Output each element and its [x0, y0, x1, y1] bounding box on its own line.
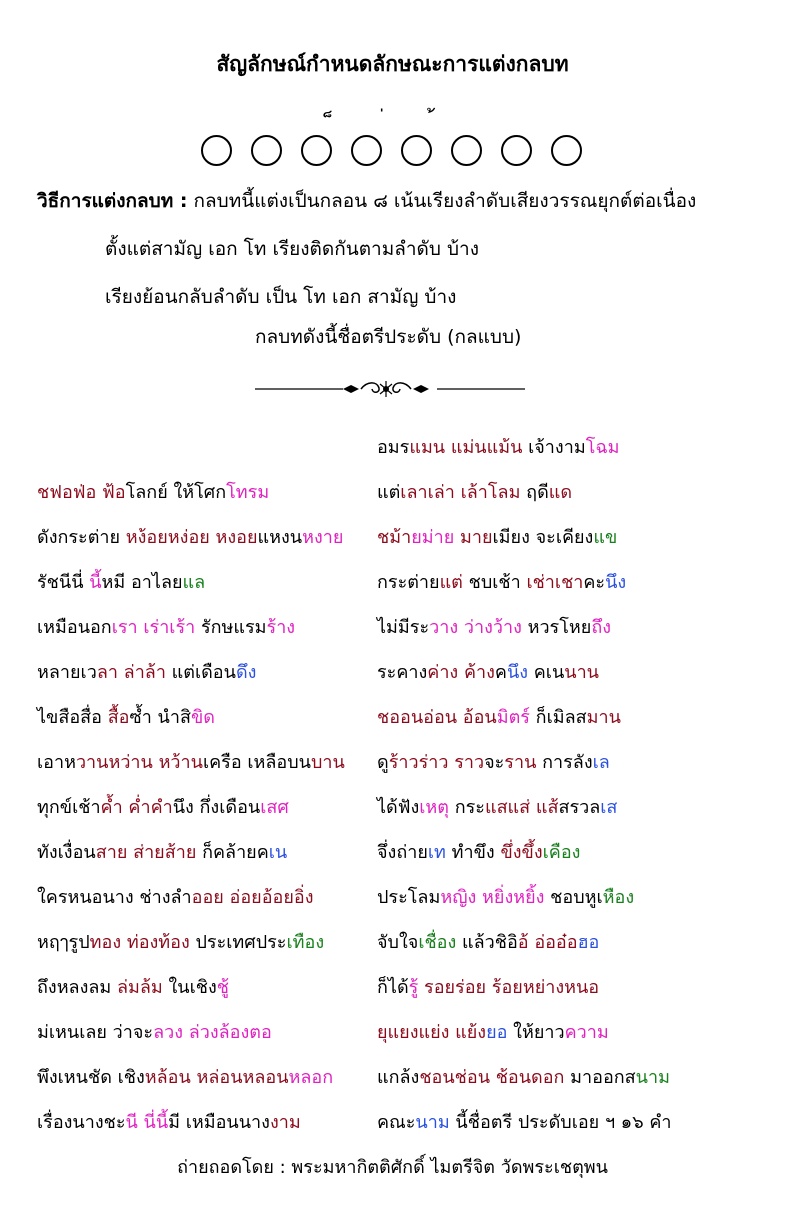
word: วานหว่าน หว้าน [75, 752, 203, 773]
poem-line [37, 927, 324, 956]
tone-pattern [0, 122, 785, 172]
word: ลวง ล่วงล้อง [153, 1022, 250, 1043]
syllable-circle [551, 122, 585, 172]
page-title: สัญลักษณ์กำหนดลักษณะการแต่งกลบท [216, 52, 569, 76]
word: แต่ [377, 482, 401, 503]
tone-mark [401, 114, 435, 136]
word: นึง [506, 662, 529, 683]
word: โทรม [226, 482, 270, 503]
word: ทำขึง [445, 842, 501, 863]
word: เอาห [37, 752, 76, 773]
word: ฤดี [520, 482, 549, 503]
poem-line [37, 882, 313, 911]
word: ออย อ่อยอ้อยอิ่ง [191, 887, 314, 908]
poem-line [37, 477, 269, 506]
word: ในเชิง [162, 977, 217, 998]
word: เรื่องนางชะ [37, 1112, 126, 1133]
poem-line [377, 612, 611, 641]
poem-line [377, 657, 599, 686]
word: ค้ำ ค่ำคำ [100, 797, 173, 818]
word: ซ้ำ นำสิ [129, 707, 191, 728]
poem-line [37, 747, 345, 776]
poem-line [377, 837, 580, 866]
word: แหงน [257, 527, 303, 548]
word: แกล้ง [377, 1067, 420, 1088]
word: เช่าเชา [526, 572, 584, 593]
credit-line: ถ่ายถอดโดย : พระมหากิตติศักดิ์ ไมตรีจิต วัดพระเชตุพน [177, 1157, 608, 1178]
word: ราน [504, 752, 537, 773]
word: ให้ยาว [507, 1022, 565, 1043]
word: ก็ได้ [377, 977, 409, 998]
word: ก็คล้ายค [196, 842, 269, 863]
word: แล้วชิอิ [456, 932, 518, 953]
word: แล [182, 572, 206, 593]
word: สาย ส่ายส้าย [95, 842, 197, 863]
circle-shape [201, 135, 232, 166]
word: งาม [269, 1112, 301, 1133]
word: ล่มล้ม [117, 977, 163, 998]
poem-line [37, 1107, 301, 1136]
word: คะ [583, 572, 606, 593]
word: แสแส่ แส้ [484, 797, 559, 818]
word: นาม [635, 1067, 670, 1088]
word: ชบเช้า [462, 572, 527, 593]
word: หวรโหย [521, 617, 592, 638]
word: หง้อยหง่อย หงอย [125, 527, 258, 548]
word: เหมือนอก [37, 617, 112, 638]
word: นึง กึ่งเดือน [172, 797, 261, 818]
word: หมี อาไลย [101, 572, 183, 593]
word: เครือ เหลือบน [202, 752, 311, 773]
word: ชฟอฟ่อ ฟ้อ [37, 482, 126, 503]
word: ร้าง [266, 617, 296, 638]
poem-line [37, 657, 256, 686]
word: การลัง [536, 752, 593, 773]
word: เสศ [260, 797, 289, 818]
circle-shape [351, 135, 382, 166]
poem-line [377, 1107, 672, 1136]
word: เลาเล่า เล้าโลม [400, 482, 521, 503]
ornament-divider [255, 379, 525, 399]
word: รักษแรม [195, 617, 267, 638]
word: เส [600, 797, 618, 818]
syllable-circle [451, 122, 485, 172]
word: ทังเงื่อน [37, 842, 96, 863]
word: แต่เดือน [165, 662, 236, 683]
word: มี เหมือนนาง [168, 1112, 270, 1133]
word: แข [593, 527, 618, 548]
word: จับใจ [377, 932, 419, 953]
word: โฉม [585, 437, 620, 458]
poem-line [377, 927, 599, 956]
word: ยอ [486, 1022, 508, 1043]
poem-line [37, 522, 343, 551]
poem-line [377, 792, 617, 821]
poem-line [37, 702, 215, 731]
word: มาออกส [564, 1067, 636, 1088]
word: ชอนช่อน ช้อน [419, 1067, 532, 1088]
method-line-4: กลบทดังนี้ชื่อตรีประดับ (กลแบบ) [255, 326, 522, 348]
word: ประโลม [377, 887, 441, 908]
word: เรา เร่าเร้า [111, 617, 196, 638]
word: หลายเว [37, 662, 97, 683]
word: ฮอ [577, 932, 600, 953]
poem-line [37, 972, 229, 1001]
word: หญิง หยิ่งหยิ้ง [440, 887, 545, 908]
word: นาน [564, 662, 599, 683]
poem-line [37, 1062, 333, 1091]
word: ก็เมิลส [529, 707, 587, 728]
word: หือง [602, 887, 635, 908]
word: วาง ว่างว้าง [429, 617, 522, 638]
poem-line [377, 747, 610, 776]
word: จึ่งถ่าย [377, 842, 428, 863]
method-line-3: เรียงย้อนกลับลำดับ เป็น โท เอก สามัญ บ้าง [105, 286, 457, 308]
word: ได้ฟัง [377, 797, 420, 818]
word: ดังกระต่าย [37, 527, 126, 548]
word: ใครหนอนาง ช่างลำ [37, 887, 192, 908]
poem-line [37, 1017, 272, 1046]
word: มาย [454, 527, 493, 548]
poem-line [377, 882, 634, 911]
word: เคือง [542, 842, 581, 863]
word: ชม้า [377, 527, 412, 548]
word: มิตร์ [496, 707, 530, 728]
word: แด [548, 482, 573, 503]
word: รัชนีนี่ [37, 572, 90, 593]
word: หนอ [564, 977, 600, 998]
word: แมน แม่นแม้น [409, 437, 523, 458]
word: นี้ [89, 572, 102, 593]
word: ดู [377, 752, 389, 773]
word: ลา ล่าล้า [96, 662, 166, 683]
word: อ้ อ่ออ๋อ [517, 932, 578, 953]
circle-shape [251, 135, 282, 166]
word: ถึงหลงลม [37, 977, 117, 998]
word: ทุกข์เช้า [37, 797, 101, 818]
tone-mark [351, 114, 385, 136]
method-line-1 [37, 186, 696, 216]
poem-line [377, 972, 599, 1001]
method-text: กลบทนี้แต่งเป็นกลอน ๘ เน้นเรียงลำดับเสียงวรรณยุกต์ต่อเนื่อง [193, 190, 697, 212]
word: ดึง [235, 662, 257, 683]
word: ชออนอ่อน อ้อน [377, 707, 497, 728]
word: รอยร่อย ร้อยหย่าง [418, 977, 565, 998]
word: นี้ชื่อตรี ประดับเอย ฯ ๑๖ คำ [449, 1112, 672, 1133]
word: คณะ [377, 1112, 416, 1133]
word: หลอก [288, 1067, 334, 1088]
syllable-circle [501, 122, 535, 172]
word: ประเทศประ [189, 932, 287, 953]
word: ยม่าย [411, 527, 455, 548]
syllable-circle [201, 122, 235, 172]
word: โลกย์ ให้โศก [125, 482, 227, 503]
poem-line [37, 612, 295, 641]
word: เชื่อง [418, 932, 457, 953]
word: นี นี่นี้ [125, 1112, 169, 1133]
word: นาม [415, 1112, 450, 1133]
circle-shape [401, 135, 432, 166]
word: ดอก [531, 1067, 565, 1088]
tone-mark [301, 114, 335, 136]
word: เน [268, 842, 288, 863]
word: เท [427, 842, 446, 863]
word: ตอ [249, 1022, 272, 1043]
word: ชอบหูเ [544, 887, 603, 908]
word: อมร [377, 437, 410, 458]
word: รู้ [408, 977, 419, 998]
syllable-circle [251, 122, 285, 172]
word: สรวล [558, 797, 601, 818]
word: เล [592, 752, 610, 773]
syllable-circle [301, 122, 335, 172]
word: เจ้างาม [522, 437, 586, 458]
word: แต่ [439, 572, 463, 593]
word: ไม่มีระ [377, 617, 430, 638]
word: หงาย [302, 527, 344, 548]
circle-shape [451, 135, 482, 166]
syllable-circle [401, 122, 435, 172]
method-line-2: ตั้งแต่สามัญ เอก โท เรียงติดกันตามลำดับ บ้าง [105, 238, 480, 260]
word: นึง [605, 572, 627, 593]
word: จะ [484, 752, 505, 773]
word: เมียง จะเคียง [492, 527, 594, 548]
poem-line [377, 567, 626, 596]
word: ชู้ [216, 977, 229, 998]
circle-shape [551, 135, 582, 166]
word: ไขสือสื่อ [37, 707, 108, 728]
poem-line [377, 477, 572, 506]
method-heading: วิธีการแต่งกลบท : [37, 190, 188, 212]
word: มาน [586, 707, 621, 728]
word: ม่เหนเลย ว่าจะ [37, 1022, 154, 1043]
word: ยุแยงแย่ง แย้ง [377, 1022, 487, 1043]
word: หฤๅรูป [37, 932, 90, 953]
word: เทือง [286, 932, 325, 953]
poem-line [377, 522, 617, 551]
word: ค่าง ค้าง [427, 662, 495, 683]
circle-shape [501, 135, 532, 166]
word: ร้าวร่าว ราว [388, 752, 485, 773]
word: บาน [310, 752, 345, 773]
word: ระคาง [377, 662, 428, 683]
word: ขิด [190, 707, 215, 728]
poem-line [37, 567, 205, 596]
circle-shape [301, 135, 332, 166]
word: ค [494, 662, 507, 683]
poem-line [377, 1062, 670, 1091]
word: ความ [564, 1022, 609, 1043]
word: ขึ่งขึ้ง [500, 842, 543, 863]
poem-line [377, 1017, 609, 1046]
word: ถึง [591, 617, 611, 638]
syllable-circle [351, 122, 385, 172]
word: คเน [528, 662, 565, 683]
word: กระต่าย [377, 572, 440, 593]
word: สื้อ [107, 707, 130, 728]
poem-line [37, 792, 289, 821]
word: หล้อน หล่อนหลอน [144, 1067, 289, 1088]
poem-line [377, 432, 619, 461]
word: พึงเหนชัด เชิง [37, 1067, 145, 1088]
word: ทอง ท่องท้อง [89, 932, 190, 953]
poem-line [377, 702, 621, 731]
word: กระ [449, 797, 485, 818]
poem-line [37, 837, 287, 866]
word: เหตุ [419, 797, 449, 818]
